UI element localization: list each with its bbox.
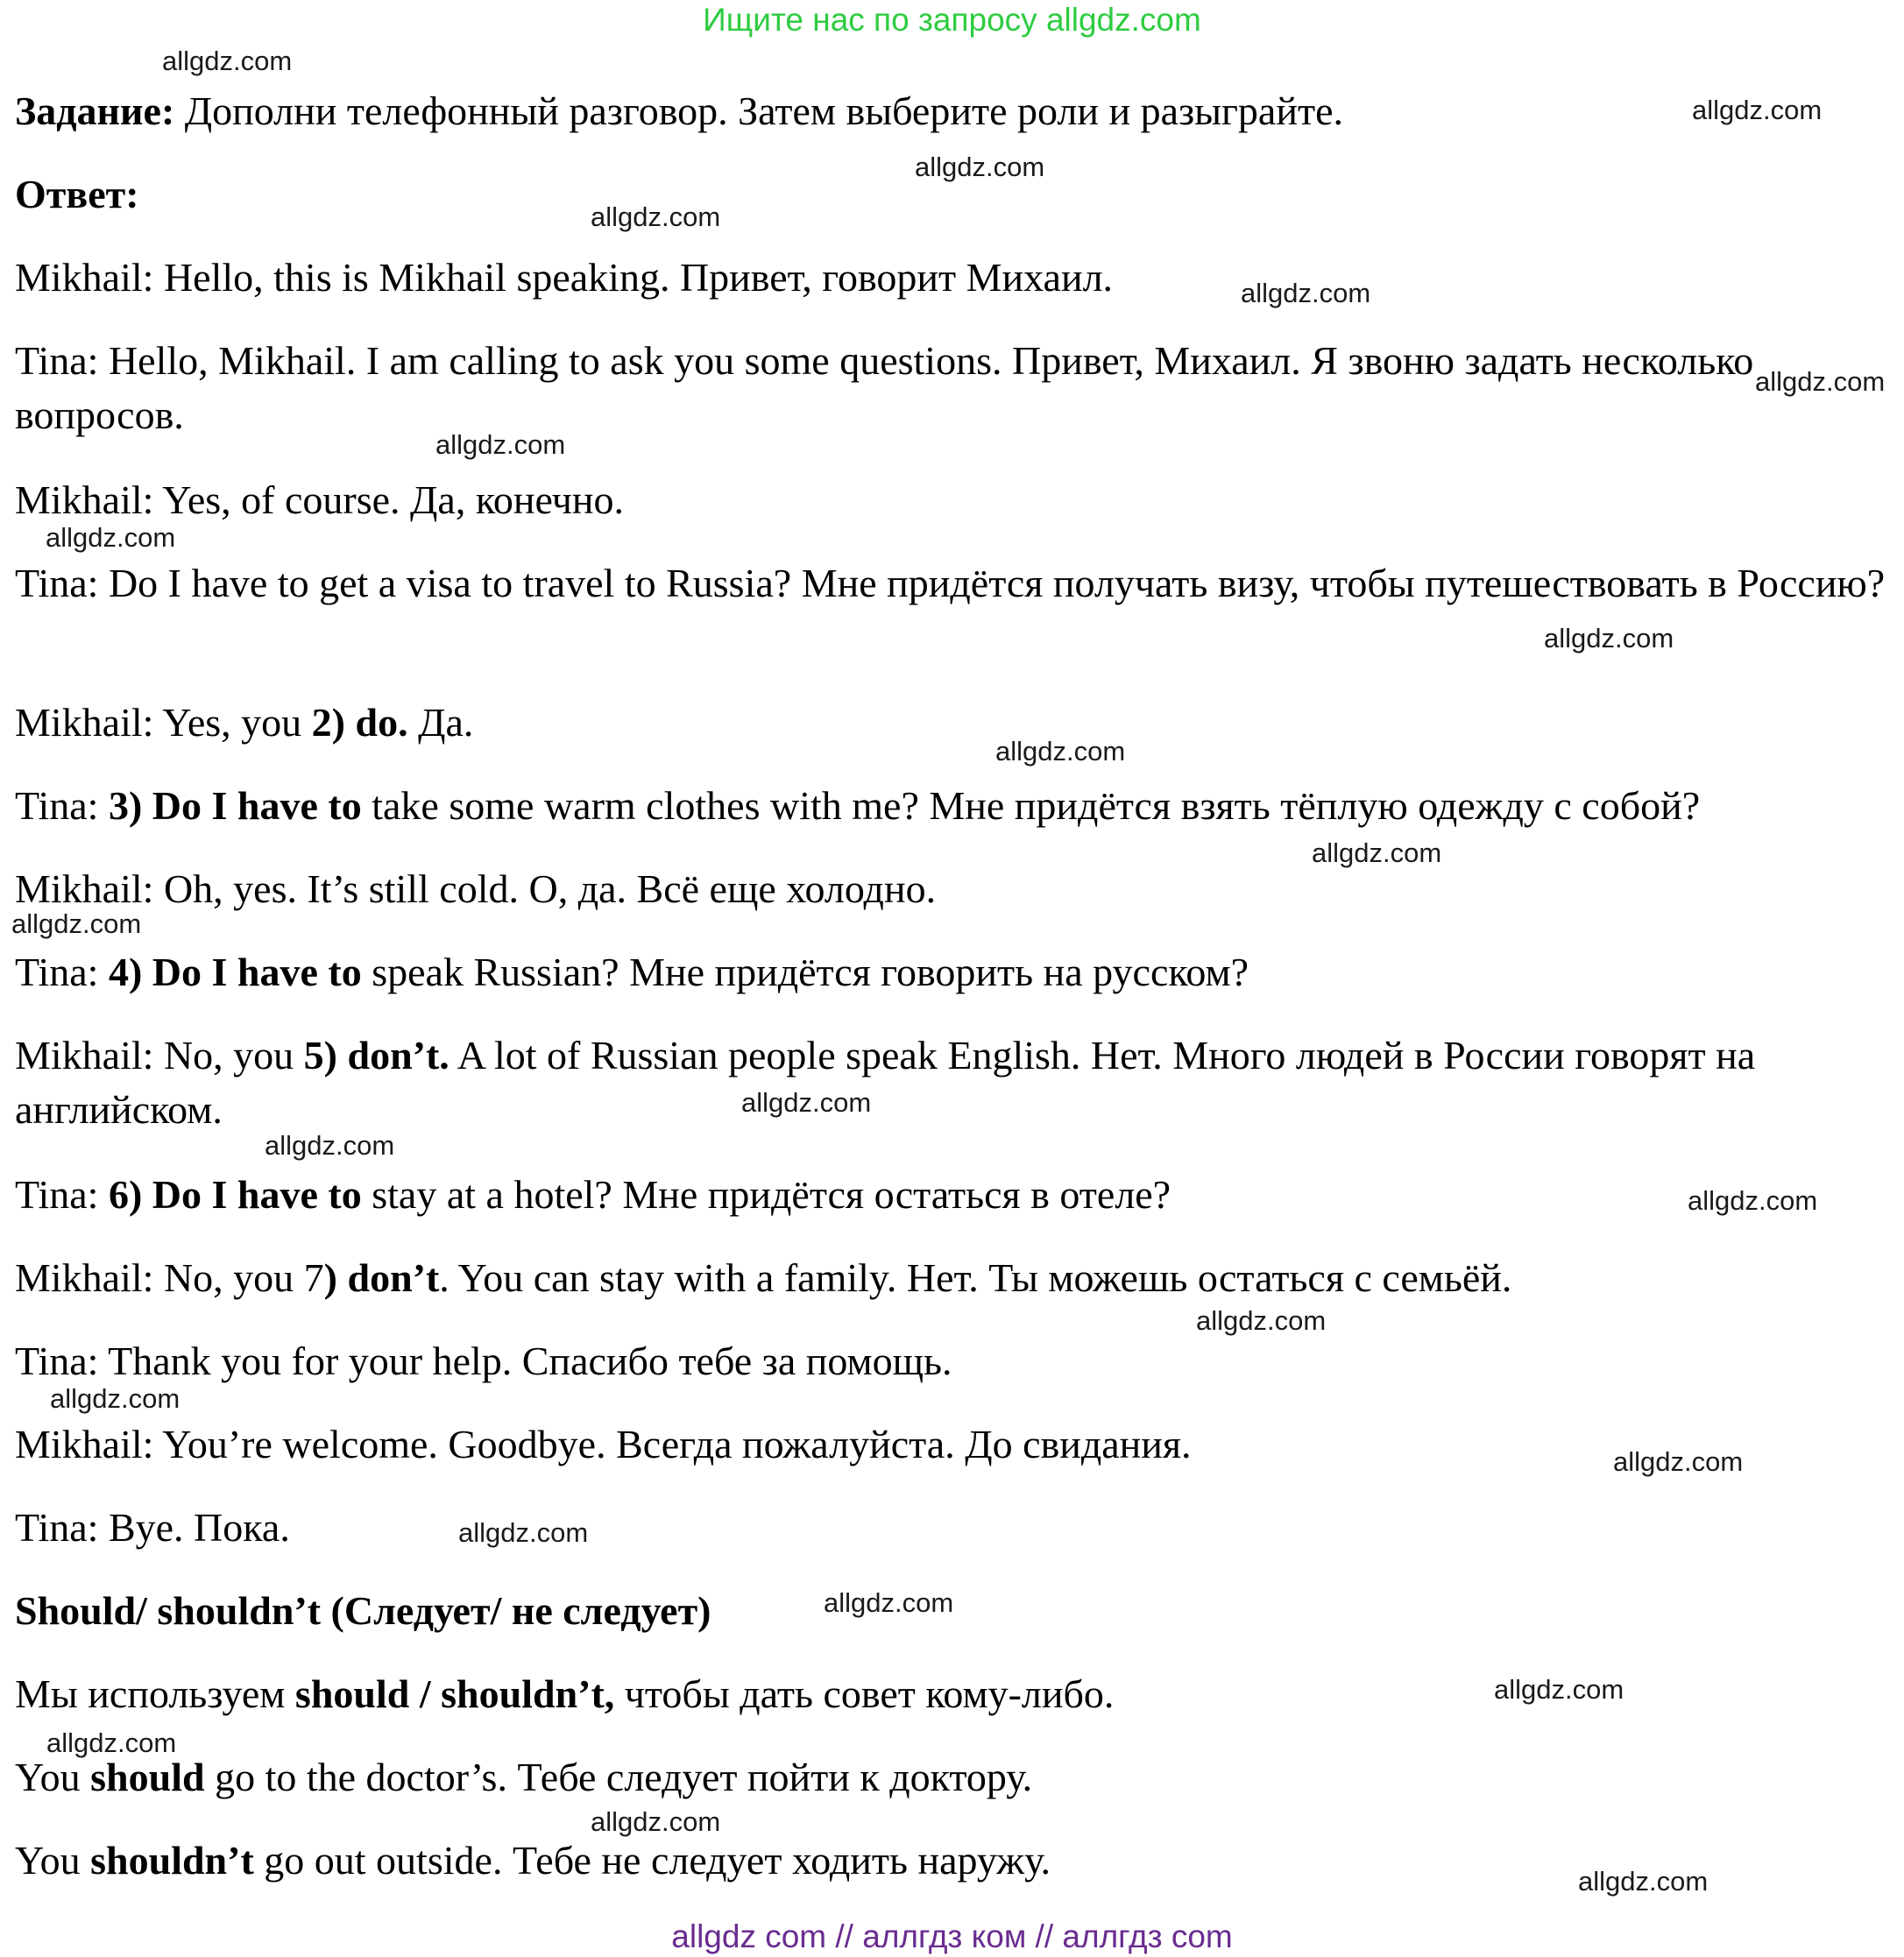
bottom-banner[interactable]: allgdz com // аллгдз ком // аллгдз com xyxy=(671,1918,1233,1954)
dialogue-line-8 xyxy=(15,945,1890,1000)
l8-text-a: Tina: xyxy=(15,950,109,994)
dialogue-line-14: Tina: Bye. Пока. xyxy=(15,1505,290,1550)
watermark: allgdz.com xyxy=(46,1727,177,1758)
watermark: allgdz.com xyxy=(46,522,176,553)
task-text: Дополни телефонный разговор. Затем выберите роли и разыграйте. xyxy=(174,88,1343,133)
dialogue-line-5 xyxy=(15,696,1890,750)
dialogue-line-2: Tina: Hello, Mikhail. I am calling to ask you some questions. Привет, Михаил. Я звоню задать несколько вопросов. xyxy=(15,338,1754,437)
watermark: allgdz.com xyxy=(1312,837,1442,868)
answer-5: 5) don’t. xyxy=(303,1033,449,1077)
l11-text-a: Mikhail: No, you 7 xyxy=(15,1255,324,1300)
answer-3: 3) Do I have to xyxy=(108,783,362,828)
dialogue-line-1: Mikhail: Hello, this is Mikhail speaking. Привет, говорит Михаил. xyxy=(15,255,1114,300)
watermark: allgdz.com xyxy=(1688,1185,1818,1216)
answer-7: ) don’t xyxy=(323,1255,440,1300)
l10-text-c: stay at a hotel? Мне придётся остаться в отеле? xyxy=(361,1172,1171,1217)
l9-text-c: A lot of Russian people speak English. Нет. Много людей в России говорят на английском. xyxy=(15,1033,1756,1132)
answer-2: 2) do. xyxy=(311,700,408,745)
watermark: allgdz.com xyxy=(458,1517,589,1548)
ex2-text-a: You xyxy=(15,1838,91,1883)
ex2-text-c: go out outside. Тебе не следует ходить наружу. xyxy=(253,1838,1051,1883)
watermark: allgdz.com xyxy=(1755,366,1886,397)
watermark: allgdz.com xyxy=(1241,278,1371,308)
watermark: allgdz.com xyxy=(435,429,566,460)
watermark: allgdz.com xyxy=(1578,1866,1709,1897)
rule-text-a: Мы используем xyxy=(15,1671,295,1716)
watermark: allgdz.com xyxy=(1544,623,1674,654)
dialogue-line-10 xyxy=(15,1168,1890,1222)
watermark: allgdz.com xyxy=(995,736,1126,767)
grammar-example-1 xyxy=(15,1750,1890,1805)
grammar-heading: Should/ shouldn’t (Следует/ не следует) xyxy=(15,1588,711,1633)
rule-text-b: should / shouldn’t, xyxy=(294,1671,615,1716)
dialogue-line-9 xyxy=(15,1028,1890,1137)
ex1-text-c: go to the doctor’s. Тебе следует пойти к доктору. xyxy=(204,1755,1033,1799)
l11-text-c: . You can stay with a family. Нет. Ты можешь остаться с семьёй. xyxy=(439,1255,1512,1300)
rule-text-c: чтобы дать совет кому-либо. xyxy=(614,1671,1115,1716)
ex1-text-b: should xyxy=(90,1755,205,1799)
dialogue-line-4: Tina: Do I have to get a visa to travel to Russia? Мне придётся получать визу, чтобы путешествовать в Россию? xyxy=(15,561,1886,605)
watermark: allgdz.com xyxy=(591,1806,721,1837)
watermark: allgdz.com xyxy=(1196,1305,1327,1336)
task-label: Задание: xyxy=(15,88,175,133)
watermark: allgdz.com xyxy=(591,201,721,232)
l9-text-a: Mikhail: No, you xyxy=(15,1033,304,1077)
answer-4: 4) Do I have to xyxy=(108,950,362,994)
watermark: allgdz.com xyxy=(162,46,293,76)
ex2-text-b: shouldn’t xyxy=(90,1838,254,1883)
dialogue-line-7: Mikhail: Oh, yes. It’s still cold. О, да. Всё еще холодно. xyxy=(15,866,937,911)
dialogue-line-12: Tina: Thank you for your help. Спасибо тебе за помощь. xyxy=(15,1339,952,1383)
watermark: allgdz.com xyxy=(265,1130,395,1161)
watermark: allgdz.com xyxy=(1613,1446,1744,1477)
l6-text-c: take some warm clothes with me? Мне придётся взять тёплую одежду с собой? xyxy=(361,783,1701,828)
l5-text-c: Да. xyxy=(407,700,474,745)
dialogue-line-3: Mikhail: Yes, of course. Да, конечно. xyxy=(15,477,624,522)
answer-label: Ответ: xyxy=(15,172,139,216)
dialogue-line-11 xyxy=(15,1251,1890,1305)
answer-6: 6) Do I have to xyxy=(108,1172,362,1217)
l8-text-c: speak Russian? Мне придётся говорить на русском? xyxy=(361,950,1249,994)
dialogue-line-6 xyxy=(15,779,1890,833)
watermark: allgdz.com xyxy=(1692,95,1823,125)
l10-text-a: Tina: xyxy=(15,1172,109,1217)
watermark: allgdz.com xyxy=(1494,1674,1624,1705)
watermark: allgdz.com xyxy=(741,1087,872,1118)
watermark: allgdz.com xyxy=(915,152,1045,182)
watermark: allgdz.com xyxy=(824,1587,954,1618)
l6-text-a: Tina: xyxy=(15,783,109,828)
l5-text-a: Mikhail: Yes, you xyxy=(15,700,312,745)
ex1-text-a: You xyxy=(15,1755,91,1799)
dialogue-line-13: Mikhail: You’re welcome. Goodbye. Всегда пожалуйста. До свидания. xyxy=(15,1422,1192,1466)
watermark: allgdz.com xyxy=(11,908,142,939)
top-banner[interactable]: Ищите нас по запросу allgdz.com xyxy=(703,2,1201,38)
task-line xyxy=(15,84,1890,138)
watermark: allgdz.com xyxy=(50,1383,180,1414)
